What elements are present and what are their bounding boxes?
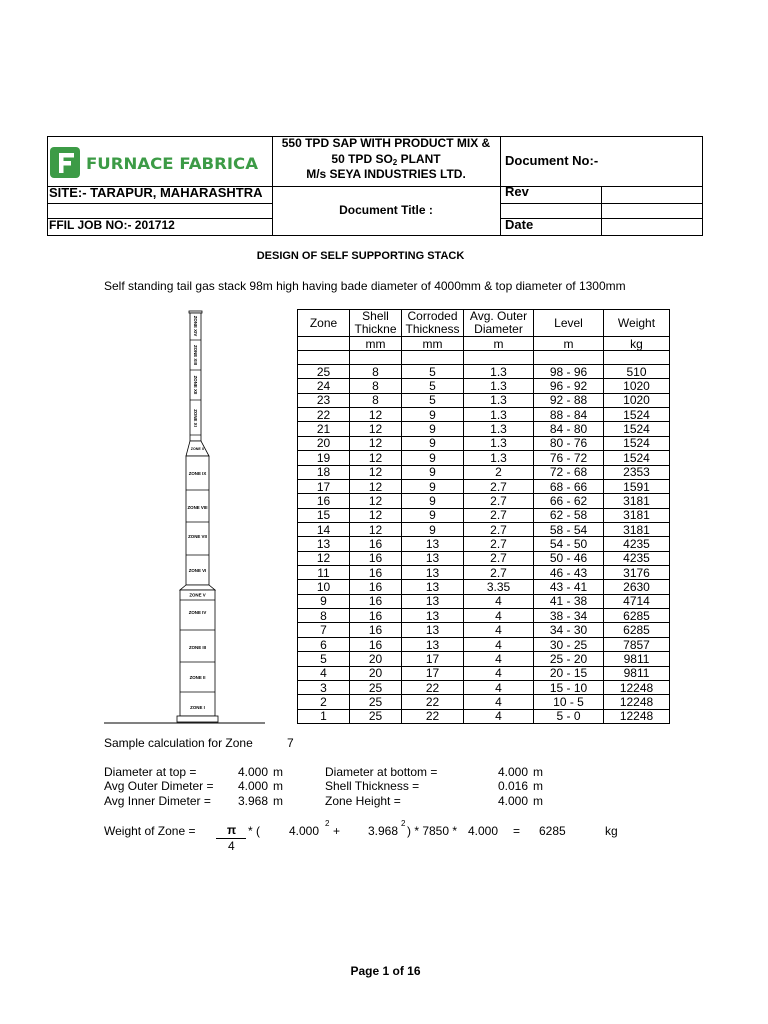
cell-shell-thickness: 12 bbox=[350, 465, 402, 479]
weight-formula-label: Weight of Zone = bbox=[104, 824, 196, 838]
table-row bbox=[298, 537, 670, 551]
zone-label: ZONE VII bbox=[188, 534, 207, 539]
table-row bbox=[298, 408, 670, 422]
cell-level: 46 - 43 bbox=[534, 566, 604, 580]
table-row bbox=[298, 379, 670, 393]
cell-avg-outer-diameter: 2.7 bbox=[464, 566, 534, 580]
cell-shell-thickness: 12 bbox=[350, 451, 402, 465]
table-row bbox=[298, 479, 670, 493]
empty-cell bbox=[534, 351, 604, 365]
divider bbox=[500, 203, 703, 204]
cell-weight: 3181 bbox=[604, 508, 670, 522]
table-row bbox=[298, 623, 670, 637]
zone-label: ZONE IV bbox=[188, 610, 207, 615]
cell-level: 50 - 46 bbox=[534, 551, 604, 565]
document-no-label: Document No:- bbox=[505, 153, 599, 168]
cell-shell-thickness: 8 bbox=[350, 393, 402, 407]
table-row bbox=[298, 609, 670, 623]
cell-zone: 15 bbox=[298, 508, 350, 522]
formula-unit: kg bbox=[605, 824, 618, 838]
cell-weight: 1591 bbox=[604, 479, 670, 493]
project-line-1: 550 TPD SAP WITH PRODUCT MIX & bbox=[281, 136, 491, 150]
project-line-3: M/s SEYA INDUSTRIES LTD. bbox=[306, 167, 466, 181]
sample-calc-label: Sample calculation for Zone bbox=[104, 736, 253, 750]
cell-corroded-thickness: 9 bbox=[402, 451, 464, 465]
cell-avg-outer-diameter: 1.3 bbox=[464, 436, 534, 450]
cell-zone: 17 bbox=[298, 479, 350, 493]
cell-shell-thickness: 12 bbox=[350, 436, 402, 450]
formula-exponent: 2 bbox=[325, 819, 330, 828]
cell-corroded-thickness: 13 bbox=[402, 623, 464, 637]
cell-weight: 1524 bbox=[604, 436, 670, 450]
cell-shell-thickness: 16 bbox=[350, 580, 402, 594]
cell-zone: 20 bbox=[298, 436, 350, 450]
col-header-shell-thickness bbox=[350, 310, 402, 337]
cell-zone: 3 bbox=[298, 680, 350, 694]
document-title-label: Document Title : bbox=[339, 203, 433, 217]
cell-corroded-thickness: 13 bbox=[402, 637, 464, 651]
cell-shell-thickness: 20 bbox=[350, 666, 402, 680]
unit-cell: m bbox=[464, 337, 534, 351]
cell-avg-outer-diameter: 2.7 bbox=[464, 551, 534, 565]
table-row bbox=[298, 709, 670, 723]
zone-label: ZONE I bbox=[190, 705, 205, 710]
cell-avg-outer-diameter: 1.3 bbox=[464, 393, 534, 407]
cell-corroded-thickness: 22 bbox=[402, 680, 464, 694]
page-title: DESIGN OF SELF SUPPORTING STACK bbox=[256, 250, 465, 262]
cell-weight: 1524 bbox=[604, 451, 670, 465]
formula-height: 4.000 bbox=[468, 824, 499, 838]
formula-close: ) * 7850 * bbox=[407, 824, 458, 838]
cell-shell-thickness: 16 bbox=[350, 637, 402, 651]
param-label: Shell Thickness = bbox=[325, 779, 420, 793]
pi-symbol: π bbox=[227, 823, 237, 837]
cell-zone: 12 bbox=[298, 551, 350, 565]
param-unit: m bbox=[273, 765, 283, 779]
fraction-denominator: 4 bbox=[228, 839, 235, 853]
cell-weight: 1524 bbox=[604, 422, 670, 436]
cell-weight: 3181 bbox=[604, 494, 670, 508]
cell-level: 72 - 68 bbox=[534, 465, 604, 479]
table-row bbox=[298, 566, 670, 580]
cell-level: 98 - 96 bbox=[534, 365, 604, 379]
formula-equals: = bbox=[513, 824, 521, 838]
param-unit: m bbox=[533, 765, 543, 779]
cell-level: 43 - 41 bbox=[534, 580, 604, 594]
cell-avg-outer-diameter: 4 bbox=[464, 666, 534, 680]
zone-weight-table bbox=[297, 309, 670, 724]
stack-base-plate bbox=[177, 716, 218, 722]
cell-level: 88 - 84 bbox=[534, 408, 604, 422]
header-text: Diameter bbox=[474, 323, 523, 336]
cell-zone: 9 bbox=[298, 594, 350, 608]
table-header-row bbox=[298, 310, 670, 337]
stack-elevation-drawing bbox=[100, 305, 270, 730]
cell-zone: 4 bbox=[298, 666, 350, 680]
cell-corroded-thickness: 17 bbox=[402, 652, 464, 666]
cell-avg-outer-diameter: 4 bbox=[464, 637, 534, 651]
table-body bbox=[298, 365, 670, 724]
job-no-label: FFIL JOB NO:- 201712 bbox=[49, 218, 175, 232]
header-text: Thickne bbox=[354, 323, 397, 336]
cell-zone: 19 bbox=[298, 451, 350, 465]
zone-label: ZONE VI bbox=[188, 568, 207, 573]
cell-level: 76 - 72 bbox=[534, 451, 604, 465]
cell-level: 25 - 20 bbox=[534, 652, 604, 666]
header-text: Corroded bbox=[407, 310, 458, 323]
table-row bbox=[298, 508, 670, 522]
cell-zone: 18 bbox=[298, 465, 350, 479]
date-label: Date bbox=[505, 217, 534, 232]
table-row bbox=[298, 637, 670, 651]
cell-avg-outer-diameter: 1.3 bbox=[464, 422, 534, 436]
param-label: Zone Height = bbox=[325, 794, 401, 808]
units-row bbox=[298, 337, 670, 351]
cell-corroded-thickness: 13 bbox=[402, 594, 464, 608]
cell-zone: 2 bbox=[298, 695, 350, 709]
cell-level: 92 - 88 bbox=[534, 393, 604, 407]
cell-shell-thickness: 25 bbox=[350, 709, 402, 723]
cell-corroded-thickness: 13 bbox=[402, 537, 464, 551]
cell-level: 41 - 38 bbox=[534, 594, 604, 608]
cell-zone: 16 bbox=[298, 494, 350, 508]
cell-level: 80 - 76 bbox=[534, 436, 604, 450]
unit-cell: m bbox=[534, 337, 604, 351]
cell-weight: 1020 bbox=[604, 393, 670, 407]
param-label: Diameter at top = bbox=[104, 765, 197, 779]
table-row bbox=[298, 451, 670, 465]
zone-label: ZONE X bbox=[190, 447, 205, 451]
cell-avg-outer-diameter: 2.7 bbox=[464, 508, 534, 522]
param-value: 3.968 bbox=[238, 794, 269, 808]
sample-zone-number: 7 bbox=[287, 736, 294, 750]
cell-weight: 3176 bbox=[604, 566, 670, 580]
divider bbox=[47, 203, 272, 204]
cell-shell-thickness: 16 bbox=[350, 594, 402, 608]
table-row bbox=[298, 494, 670, 508]
empty-cell bbox=[402, 351, 464, 365]
cell-shell-thickness: 16 bbox=[350, 623, 402, 637]
project-line-2-suffix: PLANT bbox=[397, 152, 441, 166]
cell-avg-outer-diameter: 4 bbox=[464, 594, 534, 608]
cell-corroded-thickness: 5 bbox=[402, 393, 464, 407]
param-unit: m bbox=[273, 794, 283, 808]
cell-corroded-thickness: 9 bbox=[402, 422, 464, 436]
header-text: Zone bbox=[309, 316, 338, 330]
unit-cell: mm bbox=[350, 337, 402, 351]
cell-zone: 13 bbox=[298, 537, 350, 551]
cell-shell-thickness: 12 bbox=[350, 479, 402, 493]
table-row bbox=[298, 580, 670, 594]
formula-outer-diameter: 4.000 bbox=[289, 824, 320, 838]
formula-open: * ( bbox=[248, 824, 260, 838]
cell-shell-thickness: 12 bbox=[350, 494, 402, 508]
zone-label: ZONE XI bbox=[193, 409, 198, 427]
cell-level: 38 - 34 bbox=[534, 609, 604, 623]
cell-shell-thickness: 12 bbox=[350, 422, 402, 436]
param-value: 4.000 bbox=[238, 765, 269, 779]
cell-zone: 1 bbox=[298, 709, 350, 723]
unit-cell: mm bbox=[402, 337, 464, 351]
formula-result: 6285 bbox=[539, 824, 566, 838]
cell-corroded-thickness: 13 bbox=[402, 551, 464, 565]
company-logo bbox=[50, 146, 262, 179]
cell-level: 5 - 0 bbox=[534, 709, 604, 723]
logo-text: FURNACE FABRICA bbox=[86, 154, 259, 173]
cell-weight: 2353 bbox=[604, 465, 670, 479]
formula-inner-diameter: 3.968 bbox=[368, 824, 399, 838]
cell-zone: 5 bbox=[298, 652, 350, 666]
unit-cell bbox=[298, 337, 350, 351]
header-text: Avg. Outer bbox=[469, 310, 528, 323]
cell-zone: 24 bbox=[298, 379, 350, 393]
empty-cell bbox=[464, 351, 534, 365]
param-unit: m bbox=[273, 779, 283, 793]
cell-shell-thickness: 16 bbox=[350, 537, 402, 551]
cell-corroded-thickness: 9 bbox=[402, 508, 464, 522]
cell-corroded-thickness: 13 bbox=[402, 580, 464, 594]
cell-avg-outer-diameter: 4 bbox=[464, 680, 534, 694]
table-row bbox=[298, 594, 670, 608]
cell-corroded-thickness: 22 bbox=[402, 709, 464, 723]
site-label: SITE:- TARAPUR, MAHARASHTRA bbox=[49, 185, 263, 200]
table-row bbox=[298, 422, 670, 436]
zone-label: ZONE XIII bbox=[193, 344, 198, 366]
param-value: 0.016 bbox=[498, 779, 529, 793]
cell-avg-outer-diameter: 1.3 bbox=[464, 451, 534, 465]
table-row bbox=[298, 436, 670, 450]
cell-weight: 1020 bbox=[604, 379, 670, 393]
rev-label: Rev bbox=[505, 184, 529, 199]
formula-exponent: 2 bbox=[401, 819, 406, 828]
project-line-2-text: 50 TPD SO bbox=[331, 152, 393, 166]
zone-label: ZONE V bbox=[189, 592, 206, 598]
cell-level: 10 - 5 bbox=[534, 695, 604, 709]
cell-weight: 4235 bbox=[604, 537, 670, 551]
title-block bbox=[47, 136, 703, 236]
table-row bbox=[298, 365, 670, 379]
header-text: Shell bbox=[362, 310, 389, 323]
cell-zone: 21 bbox=[298, 422, 350, 436]
cell-weight: 4714 bbox=[604, 594, 670, 608]
param-label: Diameter at bottom = bbox=[325, 765, 438, 779]
cell-zone: 22 bbox=[298, 408, 350, 422]
param-value: 4.000 bbox=[498, 765, 529, 779]
col-header-corroded-thickness bbox=[402, 310, 464, 337]
cell-weight: 1524 bbox=[604, 408, 670, 422]
zone-label: ZONE VIII bbox=[187, 505, 208, 510]
cell-level: 62 - 58 bbox=[534, 508, 604, 522]
cell-avg-outer-diameter: 2.7 bbox=[464, 522, 534, 536]
cell-level: 96 - 92 bbox=[534, 379, 604, 393]
cell-corroded-thickness: 17 bbox=[402, 666, 464, 680]
cell-shell-thickness: 25 bbox=[350, 680, 402, 694]
col-header-zone bbox=[298, 310, 350, 337]
zone-label: ZONE XII bbox=[193, 375, 198, 395]
cell-avg-outer-diameter: 1.3 bbox=[464, 408, 534, 422]
param-label: Avg Inner Dimeter = bbox=[104, 794, 211, 808]
cell-avg-outer-diameter: 2 bbox=[464, 465, 534, 479]
cell-corroded-thickness: 22 bbox=[402, 695, 464, 709]
cell-zone: 14 bbox=[298, 522, 350, 536]
table-row bbox=[298, 393, 670, 407]
cell-avg-outer-diameter: 1.3 bbox=[464, 379, 534, 393]
cell-zone: 23 bbox=[298, 393, 350, 407]
table-row bbox=[298, 522, 670, 536]
cell-level: 15 - 10 bbox=[534, 680, 604, 694]
cell-shell-thickness: 8 bbox=[350, 379, 402, 393]
cell-level: 30 - 25 bbox=[534, 637, 604, 651]
cell-weight: 6285 bbox=[604, 609, 670, 623]
col-header-avg-outer-diameter bbox=[464, 310, 534, 337]
col-header-level bbox=[534, 310, 604, 337]
cell-zone: 11 bbox=[298, 566, 350, 580]
param-unit: m bbox=[533, 794, 543, 808]
cell-shell-thickness: 8 bbox=[350, 365, 402, 379]
project-line-2 bbox=[272, 152, 500, 167]
cell-avg-outer-diameter: 2.7 bbox=[464, 494, 534, 508]
cell-avg-outer-diameter: 4 bbox=[464, 652, 534, 666]
param-value: 4.000 bbox=[238, 779, 269, 793]
cell-corroded-thickness: 9 bbox=[402, 436, 464, 450]
cell-weight: 510 bbox=[604, 365, 670, 379]
col-header-weight bbox=[604, 310, 670, 337]
cell-weight: 12248 bbox=[604, 709, 670, 723]
param-unit: m bbox=[533, 779, 543, 793]
cell-weight: 12248 bbox=[604, 680, 670, 694]
subscript-2: 2 bbox=[392, 158, 398, 167]
cell-corroded-thickness: 5 bbox=[402, 379, 464, 393]
zone-label: ZONE IX bbox=[188, 471, 207, 476]
divider bbox=[601, 186, 602, 236]
cell-corroded-thickness: 9 bbox=[402, 465, 464, 479]
cell-shell-thickness: 20 bbox=[350, 652, 402, 666]
cell-level: 54 - 50 bbox=[534, 537, 604, 551]
empty-cell bbox=[298, 351, 350, 365]
cell-weight: 7857 bbox=[604, 637, 670, 651]
cell-level: 68 - 66 bbox=[534, 479, 604, 493]
cell-corroded-thickness: 13 bbox=[402, 609, 464, 623]
cell-shell-thickness: 25 bbox=[350, 695, 402, 709]
header-text: Thickness bbox=[405, 323, 460, 336]
cell-level: 84 - 80 bbox=[534, 422, 604, 436]
table-row bbox=[298, 666, 670, 680]
cell-avg-outer-diameter: 4 bbox=[464, 623, 534, 637]
table-row bbox=[298, 652, 670, 666]
zone-label: ZONE III bbox=[188, 645, 207, 650]
cell-shell-thickness: 12 bbox=[350, 508, 402, 522]
cell-shell-thickness: 12 bbox=[350, 522, 402, 536]
cell-avg-outer-diameter: 2.7 bbox=[464, 537, 534, 551]
cell-corroded-thickness: 9 bbox=[402, 494, 464, 508]
cell-zone: 8 bbox=[298, 609, 350, 623]
page-number: Page 1 of 16 bbox=[350, 964, 421, 978]
cell-corroded-thickness: 5 bbox=[402, 365, 464, 379]
zone-label: ZONE II bbox=[189, 675, 206, 680]
stack-bottom-section bbox=[180, 590, 215, 716]
cell-level: 66 - 62 bbox=[534, 494, 604, 508]
cell-level: 58 - 54 bbox=[534, 522, 604, 536]
description: Self standing tail gas stack 98m high having bade diameter of 4000mm & top diameter of 1300mm bbox=[104, 279, 626, 293]
cell-weight: 4235 bbox=[604, 551, 670, 565]
cell-level: 34 - 30 bbox=[534, 623, 604, 637]
header-text: Weight bbox=[617, 316, 656, 330]
param-label: Avg Outer Dimeter = bbox=[104, 779, 214, 793]
cell-shell-thickness: 16 bbox=[350, 551, 402, 565]
cell-avg-outer-diameter: 4 bbox=[464, 695, 534, 709]
cell-avg-outer-diameter: 4 bbox=[464, 709, 534, 723]
cell-weight: 2630 bbox=[604, 580, 670, 594]
cell-weight: 9811 bbox=[604, 666, 670, 680]
cell-zone: 7 bbox=[298, 623, 350, 637]
formula-plus: + bbox=[333, 824, 341, 838]
table-row bbox=[298, 680, 670, 694]
empty-cell bbox=[350, 351, 402, 365]
stack-transition-lower bbox=[180, 585, 215, 590]
cell-shell-thickness: 12 bbox=[350, 408, 402, 422]
cell-weight: 12248 bbox=[604, 695, 670, 709]
empty-cell bbox=[604, 351, 670, 365]
cell-shell-thickness: 16 bbox=[350, 609, 402, 623]
cell-avg-outer-diameter: 3.35 bbox=[464, 580, 534, 594]
cell-avg-outer-diameter: 2.7 bbox=[464, 479, 534, 493]
cell-zone: 6 bbox=[298, 637, 350, 651]
table-row bbox=[298, 465, 670, 479]
table-row bbox=[298, 695, 670, 709]
param-value: 4.000 bbox=[498, 794, 529, 808]
blank-row bbox=[298, 351, 670, 365]
cell-corroded-thickness: 9 bbox=[402, 408, 464, 422]
cell-weight: 9811 bbox=[604, 652, 670, 666]
cell-level: 20 - 15 bbox=[534, 666, 604, 680]
cell-corroded-thickness: 9 bbox=[402, 479, 464, 493]
cell-corroded-thickness: 9 bbox=[402, 522, 464, 536]
cell-weight: 3181 bbox=[604, 522, 670, 536]
cell-avg-outer-diameter: 1.3 bbox=[464, 365, 534, 379]
unit-cell: kg bbox=[604, 337, 670, 351]
cell-shell-thickness: 16 bbox=[350, 566, 402, 580]
header-text: Level bbox=[554, 316, 583, 330]
cell-weight: 6285 bbox=[604, 623, 670, 637]
zone-label: ZONE XIV bbox=[193, 315, 198, 337]
cell-corroded-thickness: 13 bbox=[402, 566, 464, 580]
table-row bbox=[298, 551, 670, 565]
cell-zone: 10 bbox=[298, 580, 350, 594]
cell-zone: 25 bbox=[298, 365, 350, 379]
cell-avg-outer-diameter: 4 bbox=[464, 609, 534, 623]
